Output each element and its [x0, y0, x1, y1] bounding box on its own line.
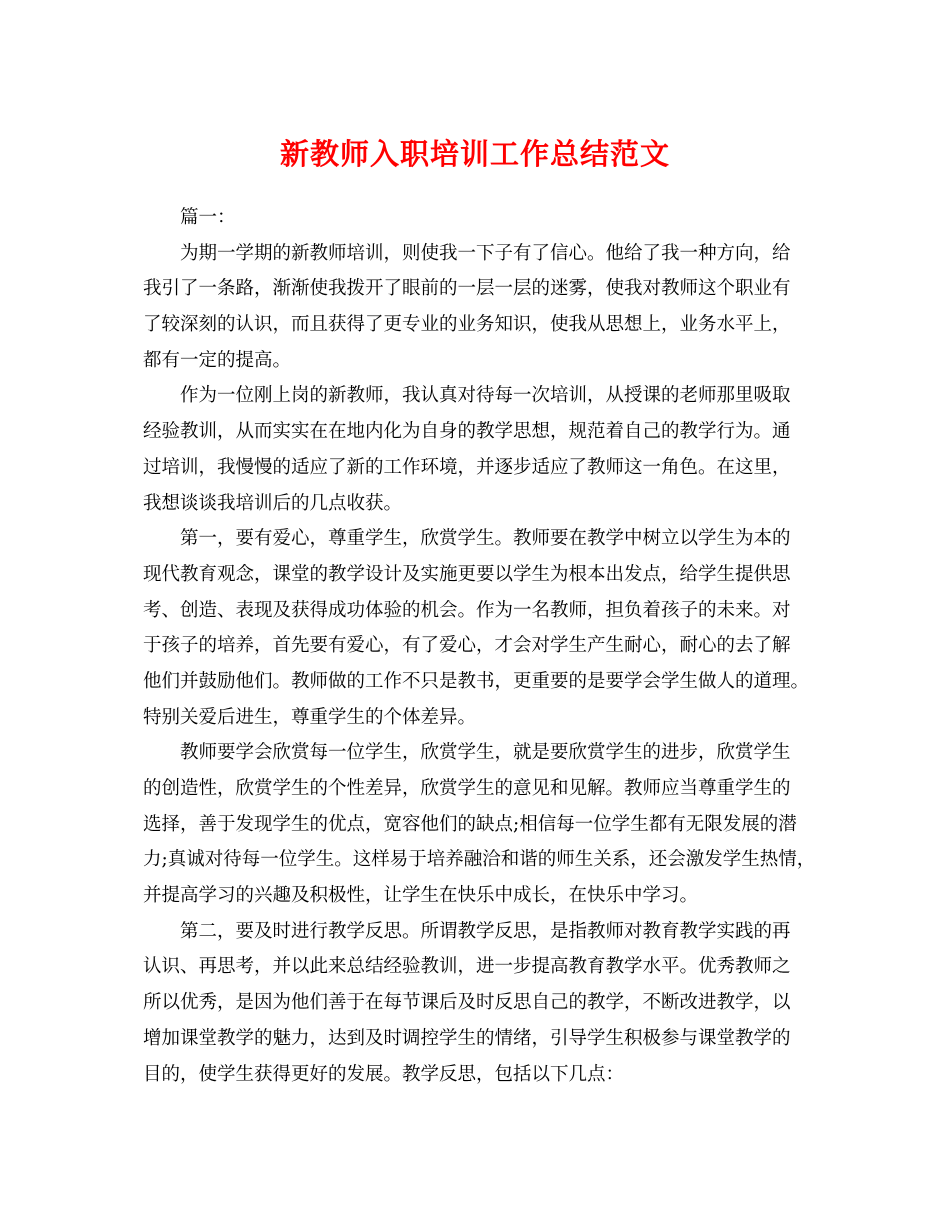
- text-line: 为期一学期的新教师培训，则使我一下子有了信心。他给了我一种方向，给: [180, 242, 791, 264]
- text-line: 篇一：: [180, 207, 236, 228]
- text-line: 增加课堂教学的魅力，达到及时调控学生的情绪，引导学生积极参与课堂教学的: [143, 1027, 791, 1049]
- text-line: 力;真诚对待每一位学生。这样易于培养融洽和谐的师生关系，还会激发学生热情，: [143, 849, 816, 871]
- text-line: 他们并鼓励他们。教师做的工作不只是教书，更重要的是要学会学生做人的道理。: [143, 670, 810, 692]
- text-line: 作为一位刚上岗的新教师，我认真对待每一次培训，从授课的老师那里吸取: [180, 385, 791, 407]
- text-line: 认识、再思考，并以此来总结经验教训，进一步提高教育教学水平。优秀教师之: [143, 956, 791, 978]
- text-line: 现代教育观念，课堂的教学设计及实施更要以学生为根本出发点，给学生提供思: [143, 563, 791, 585]
- text-line: 都有一定的提高。: [143, 349, 292, 371]
- text-line: 我想谈谈我培训后的几点收获。: [143, 492, 403, 514]
- document-title: 新教师入职培训工作总结范文: [279, 137, 670, 171]
- text-line: 选择，善于发现学生的优点，宽容他们的缺点;相信每一位学生都有无限发展的潜: [143, 813, 797, 835]
- text-line: 于孩子的培养，首先要有爱心，有了爱心，才会对学生产生耐心，耐心的去了解: [143, 635, 791, 657]
- text-line: 的创造性，欣赏学生的个性差异，欣赏学生的意见和见解。教师应当尊重学生的: [143, 778, 791, 799]
- text-line: 第一，要有爱心，尊重学生，欣赏学生。教师要在教学中树立以学生为本的: [180, 528, 791, 550]
- text-line: 所以优秀，是因为他们善于在每节课后及时反思自己的教学，不断改进教学，以: [143, 992, 791, 1014]
- text-line: 考、创造、表现及获得成功体验的机会。作为一名教师，担负着孩子的未来。对: [143, 599, 791, 621]
- text-line: 了较深刻的认识，而且获得了更专业的业务知识，使我从思想上，业务水平上，: [143, 314, 791, 336]
- text-line: 我引了一条路，渐渐使我拨开了眼前的一层一层的迷雾，使我对教师这个职业有: [143, 278, 791, 300]
- text-line: 过培训，我慢慢的适应了新的工作环境，并逐步适应了教师这一角色。在这里，: [143, 456, 791, 478]
- text-line: 特别关爱后进生，尊重学生的个体差异。: [143, 706, 477, 728]
- text-line: 并提高学习的兴趣及积极性，让学生在快乐中成长，在快乐中学习。: [143, 885, 699, 907]
- text-line: 经验教训，从而实实在在地内化为自身的教学思想，规范着自己的教学行为。通: [143, 421, 791, 443]
- text-line: 第二，要及时进行教学反思。所谓教学反思，是指教师对教育教学实践的再: [180, 920, 791, 942]
- text-line: 教师要学会欣赏每一位学生，欣赏学生，就是要欣赏学生的进步，欣赏学生: [180, 742, 791, 764]
- text-line: 目的，使学生获得更好的发展。教学反思，包括以下几点：: [143, 1063, 625, 1085]
- document-body: [143, 200, 823, 1092]
